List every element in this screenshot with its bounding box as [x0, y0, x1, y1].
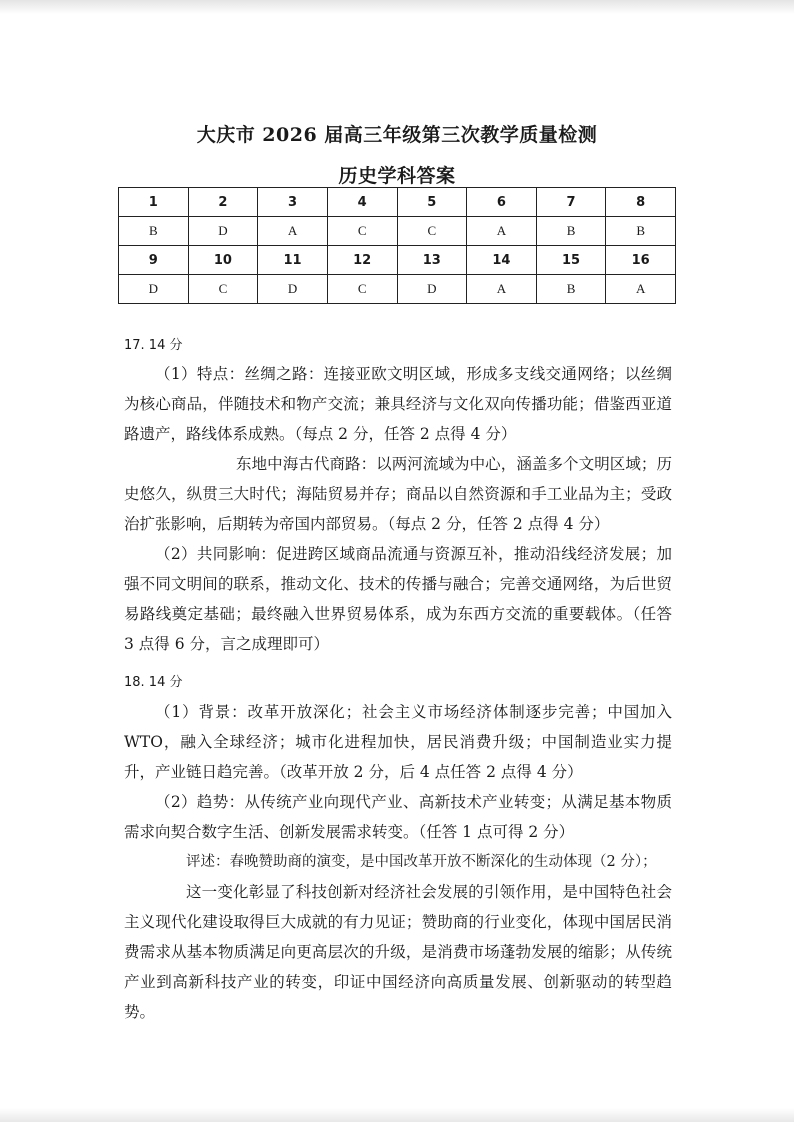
- question-number-cell: 8: [606, 188, 676, 217]
- question-number-cell: 3: [258, 188, 328, 217]
- answer-table-row: [119, 275, 676, 304]
- answer-letter-cell: C: [188, 275, 258, 304]
- scan-bottom-edge: [0, 1108, 794, 1122]
- answer-letter-cell: B: [536, 275, 606, 304]
- q17-part2: （2）共同影响：促进跨区域商品流通与资源互补，推动沿线经济发展；加强不同文明间的联系，推动文化、技术的传播与融合；完善交通网络，为后世贸易路线奠定基础；最终融入世界贸易体系，成为东西方交流的重要载体。（任答 3 点得 6 分，言之成理即可）: [124, 545, 672, 653]
- answer-letter-cell: A: [606, 275, 676, 304]
- answer-letter-cell: D: [258, 275, 328, 304]
- question-number-cell: 11: [258, 246, 328, 275]
- page-title: 大庆市 2026 届高三年级第三次教学质量检测: [196, 124, 598, 146]
- answer-table-row: [119, 217, 676, 246]
- question-number-cell: 6: [467, 188, 537, 217]
- scan-top-edge: [0, 0, 794, 14]
- answer-table-row: [119, 188, 676, 217]
- question-number-cell: 15: [536, 246, 606, 275]
- q18-comment-intro: 评述：春晚赞助商的演变，是中国改革开放不断深化的生动体现（2 分）；: [186, 854, 657, 870]
- answer-letter-cell: D: [397, 275, 467, 304]
- question-number-cell: 13: [397, 246, 467, 275]
- question-number-cell: 7: [536, 188, 606, 217]
- answer-table-row: [119, 246, 676, 275]
- question-number-cell: 10: [188, 246, 258, 275]
- answer-letter-cell: C: [327, 217, 397, 246]
- answer-letter-cell: C: [327, 275, 397, 304]
- q18-comment-body: 这一变化彰显了科技创新对经济社会发展的引领作用，是中国特色社会主义现代化建设取得巨大成就的有力见证；赞助商的行业变化，体现中国居民消费需求从基本物质满足向更高层次的升级，是消费市场蓬勃发展的缩影；从传统产业到高新科技产业的转变，印证中国经济向高质量发展、创新驱动的转型趋势。: [124, 883, 672, 1021]
- answer-letter-cell: C: [397, 217, 467, 246]
- question-number-cell: 2: [188, 188, 258, 217]
- question-number-cell: 1: [119, 188, 189, 217]
- q17-heading: 17. 14 分: [124, 338, 183, 353]
- answer-letter-cell: D: [119, 275, 189, 304]
- page-subtitle: 历史学科答案: [338, 165, 456, 187]
- question-number-cell: 9: [119, 246, 189, 275]
- question-number-cell: 16: [606, 246, 676, 275]
- answer-letter-cell: B: [606, 217, 676, 246]
- answer-letter-cell: A: [467, 275, 537, 304]
- q17-part1-mediterranean: 东地中海古代商路：以两河流域为中心，涵盖多个文明区域；历史悠久，纵贯三大时代；海陆贸易并存；商品以自然资源和手工业品为主；受政治扩张影响，后期转为帝国内部贸易。（每点 2 分，任答 2 点得 4 分）: [124, 455, 672, 533]
- answer-letter-cell: B: [536, 217, 606, 246]
- answer-letter-cell: B: [119, 217, 189, 246]
- answer-letter-cell: A: [258, 217, 328, 246]
- question-number-cell: 14: [467, 246, 537, 275]
- q18-part1: （1）背景：改革开放深化；社会主义市场经济体制逐步完善；中国加入 WTO，融入全球经济；城市化进程加快，居民消费升级；中国制造业实力提升，产业链日趋完善。（改革开放 2 分，后 4 点任答 2 点得 4 分）: [124, 703, 672, 781]
- question-number-cell: 4: [327, 188, 397, 217]
- q18-part2: （2）趋势：从传统产业向现代产业、高新技术产业转变；从满足基本物质需求向契合数字生活、创新发展需求转变。（任答 1 点可得 2 分）: [124, 793, 672, 841]
- question-number-cell: 12: [327, 246, 397, 275]
- answer-table: [118, 187, 676, 304]
- answer-letter-cell: A: [467, 217, 537, 246]
- q17-part1-silk-road: （1）特点：丝绸之路：连接亚欧文明区域，形成多支线交通网络；以丝绸为核心商品，伴随技术和物产交流；兼具经济与文化双向传播功能；借鉴西亚道路遗产，路线体系成熟。（每点 2 分，任答 2 点得 4 分）: [124, 365, 672, 443]
- answer-letter-cell: D: [188, 217, 258, 246]
- question-number-cell: 5: [397, 188, 467, 217]
- q18-heading: 18. 14 分: [124, 675, 183, 690]
